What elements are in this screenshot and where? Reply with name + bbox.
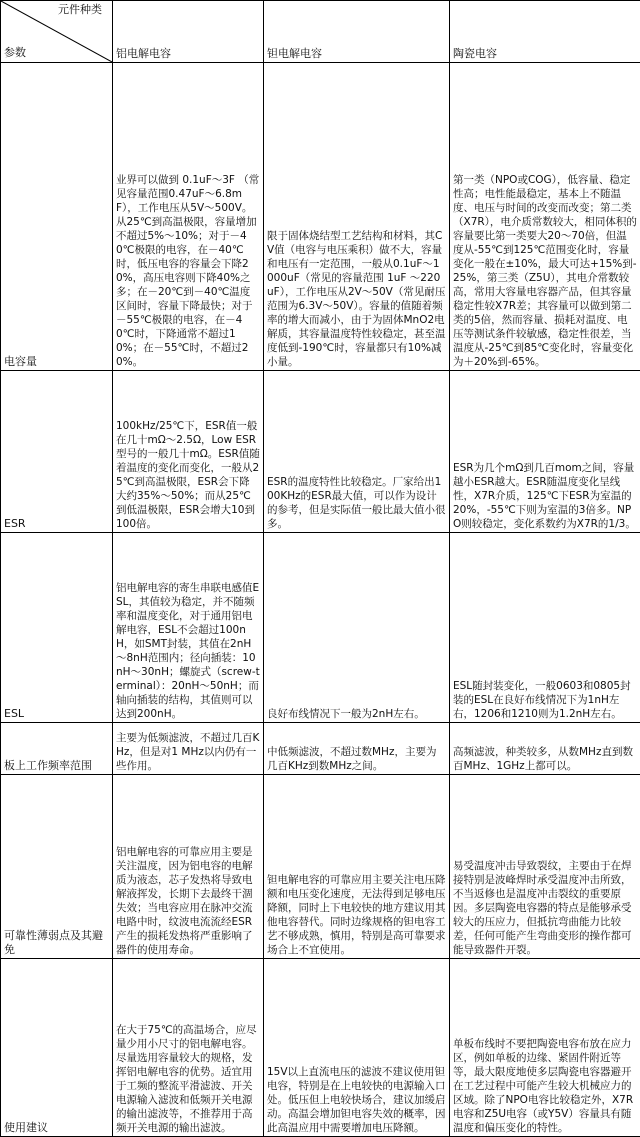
table-cell: 限于固体烧结型工艺结构和材料，其CV值（电容与电压乘积）做不大，容量和电压有一定范围，一般从0.1uF～1000uF（常见的容量范围 1uF ～220uF），工作电压从2V～50V（常见耐压范围为6.3V～50V）。容量的值随着频率的增大而减小，由于为固体MnO2电解质，其容量温度特性较稳定，甚至温度低到-190℃时，容量都只有10%减小量。 — [264, 63, 450, 371]
corner-type-label: 元件种类 — [58, 3, 102, 17]
table-row — [1, 371, 640, 533]
corner-param-label: 参数 — [4, 46, 26, 60]
row-label: 使用建议 — [1, 959, 113, 1137]
table-cell: 良好布线情况下一般为2nH左右。 — [264, 533, 450, 723]
table-cell: 高频滤波，种类较多，从数MHz直到数百MHz、1GHz上都可以。 — [450, 723, 640, 775]
table-cell: ESR的温度特性比较稳定。厂家给出100KHz的ESR最大值，可以作为设计的参考，但是实际值一般比最大值小很多。 — [264, 371, 450, 533]
table-cell: 主要为低频滤波，不超过几百KHz，但是对1 MHz以内仍有一些作用。 — [113, 723, 264, 775]
table-cell: 易受温度冲击导致裂纹，主要由于在焊接特别是波峰焊时承受温度冲击所致，不当返修也是温度冲击裂纹的重要原因。多层陶瓷电容器的特点是能够承受较大的压应力，但抵抗弯曲能力比较差，任何可能产生弯曲变形的操作都可能导致器件开裂。 — [450, 775, 640, 959]
row-label: 板上工作频率范围 — [1, 723, 113, 775]
table-cell: ESL随封装变化，一般0603和0805封装的ESL在良好布线情况下为1nH左右，1206和1210则为1.2nH左右。 — [450, 533, 640, 723]
table-cell: 第一类（NPO或COG），低容量、稳定性高；电性能最稳定，基本上不随温度、电压与时间的改变而改变；第二类（X7R），电介质常数较大，相同体积的容量要比第一类要大20～70倍，但温度从-55℃到125℃范围变化时，容量变化一般在±10%，最大可达+15%到-25%，第三类（Z5U），其电介常数较高，常用大容量电容器产品，但其容量稳定性较X7R差；其容量可以做到第二类的5倍，然而容量、损耗对温度、电压等测试条件较敏感，稳定性很差，当温度从-25℃到85℃变化时，容量变化为＋20%到-65%。 — [450, 63, 640, 371]
table-cell: 15V以上直流电压的滤波不建议使用钽电容，特别是在上电较快的电源输入口处。低压但上电较快场合，建议加缓启动。高温会增加钽电容失效的概率，因此高温应用中需要增加电压降额。 — [264, 959, 450, 1137]
corner-header-cell — [1, 1, 113, 63]
table-cell: 在大于75℃的高温场合，应尽量少用小尺寸的铝电解电容。尽量选用容量较大的规格，发挥铝电解电容的优势。适宜用于工频的整流平滑滤波、开关电源输入滤波和低频开关电源的输出滤波等，不推荐用于高频开关电源的输出滤波。 — [113, 959, 264, 1137]
table-row — [1, 723, 640, 775]
column-header-aluminum: 铝电解电容 — [113, 1, 264, 63]
row-label: 电容量 — [1, 63, 113, 371]
table-row — [1, 775, 640, 959]
table-cell: 中低频滤波，不超过数MHz，主要为几百KHz到数MHz之间。 — [264, 723, 450, 775]
table-row — [1, 63, 640, 371]
column-header-ceramic: 陶瓷电容 — [450, 1, 640, 63]
table-cell: 单板布线时不要把陶瓷电容布放在应力区，例如单板的边缘、紧固件附近等等，最大限度地使多层陶瓷电容器避开在工艺过程中可能产生较大机械应力的区域。除了NPO电容比较稳定外，X7R电容和Z5U电容（或Y5V）容量具有随温度和偏压变化的特性。 — [450, 959, 640, 1137]
table-cell: 100kHz/25℃下，ESR值一般在几十mΩ～2.5Ω，Low ESR型号的一般几十mΩ。ESR值随着温度的变化而变化，一般从25℃到高温极限，ESR会下降大约35%～50%；而从25℃到低温极限，ESR会增大10到100倍。 — [113, 371, 264, 533]
table-cell: 业界可以做到 0.1uF～3F （常见容量范围0.47uF～6.8mF），工作电压从5V～500V。从25℃到高温极限，容量增加不超过5%～10%；对于－40℃极限的电容，在－40℃时，低压电容的容量会下降20%，高压电容则下降40%之多；在－20℃到－40℃温度区间时，容量下降最快；对于－55℃极限的电容，在－40℃时，下降通常不超过10%；在－55℃时，不超过20%。 — [113, 63, 264, 371]
header-row — [1, 1, 640, 63]
row-label: 可靠性薄弱点及其避免 — [1, 775, 113, 959]
table-cell: 铝电解电容的寄生串联电感值ESL，其值较为稳定，并不随频率和温度变化，对于通用铝电解电容，ESL不会超过100nH，如SMT封装，其值在2nH～8nH范围内；径向插装：10nH～30nH；螺旋式（screw-terminal）：20nH～50nH；而轴向插装的结构，其值则可以达到200nH。 — [113, 533, 264, 723]
column-header-tantalum: 钽电解电容 — [264, 1, 450, 63]
row-label: ESR — [1, 371, 113, 533]
table-cell: ESR为几个mΩ到几百mom之间，容量越小ESR越大。ESR随温度变化呈线性，X7R介质，125℃下ESR为室温的20%，-55℃下则为室温的3倍多。NPO则较稳定，变化系数约为X7R的1/3。 — [450, 371, 640, 533]
table-row — [1, 533, 640, 723]
table-row — [1, 959, 640, 1137]
row-label: ESL — [1, 533, 113, 723]
table-cell: 铝电解电容的可靠应用主要是关注温度，因为铝电容的电解质为液态，芯子发热将导致电解液挥发，长期下去最终干涸失效；当电容应用在脉冲交流电路中时，纹波电流流经ESR产生的损耗发热将严重影响了器件的使用寿命。 — [113, 775, 264, 959]
table-cell: 钽电解电容的可靠应用主要关注电压降额和电压变化速度，无法得到足够电压降额，同时上下电较快的地方建议用其他电容替代。同时边缘规格的钽电容工艺不够成熟，慎用，特别是高可靠要求场合上不宜使用。 — [264, 775, 450, 959]
